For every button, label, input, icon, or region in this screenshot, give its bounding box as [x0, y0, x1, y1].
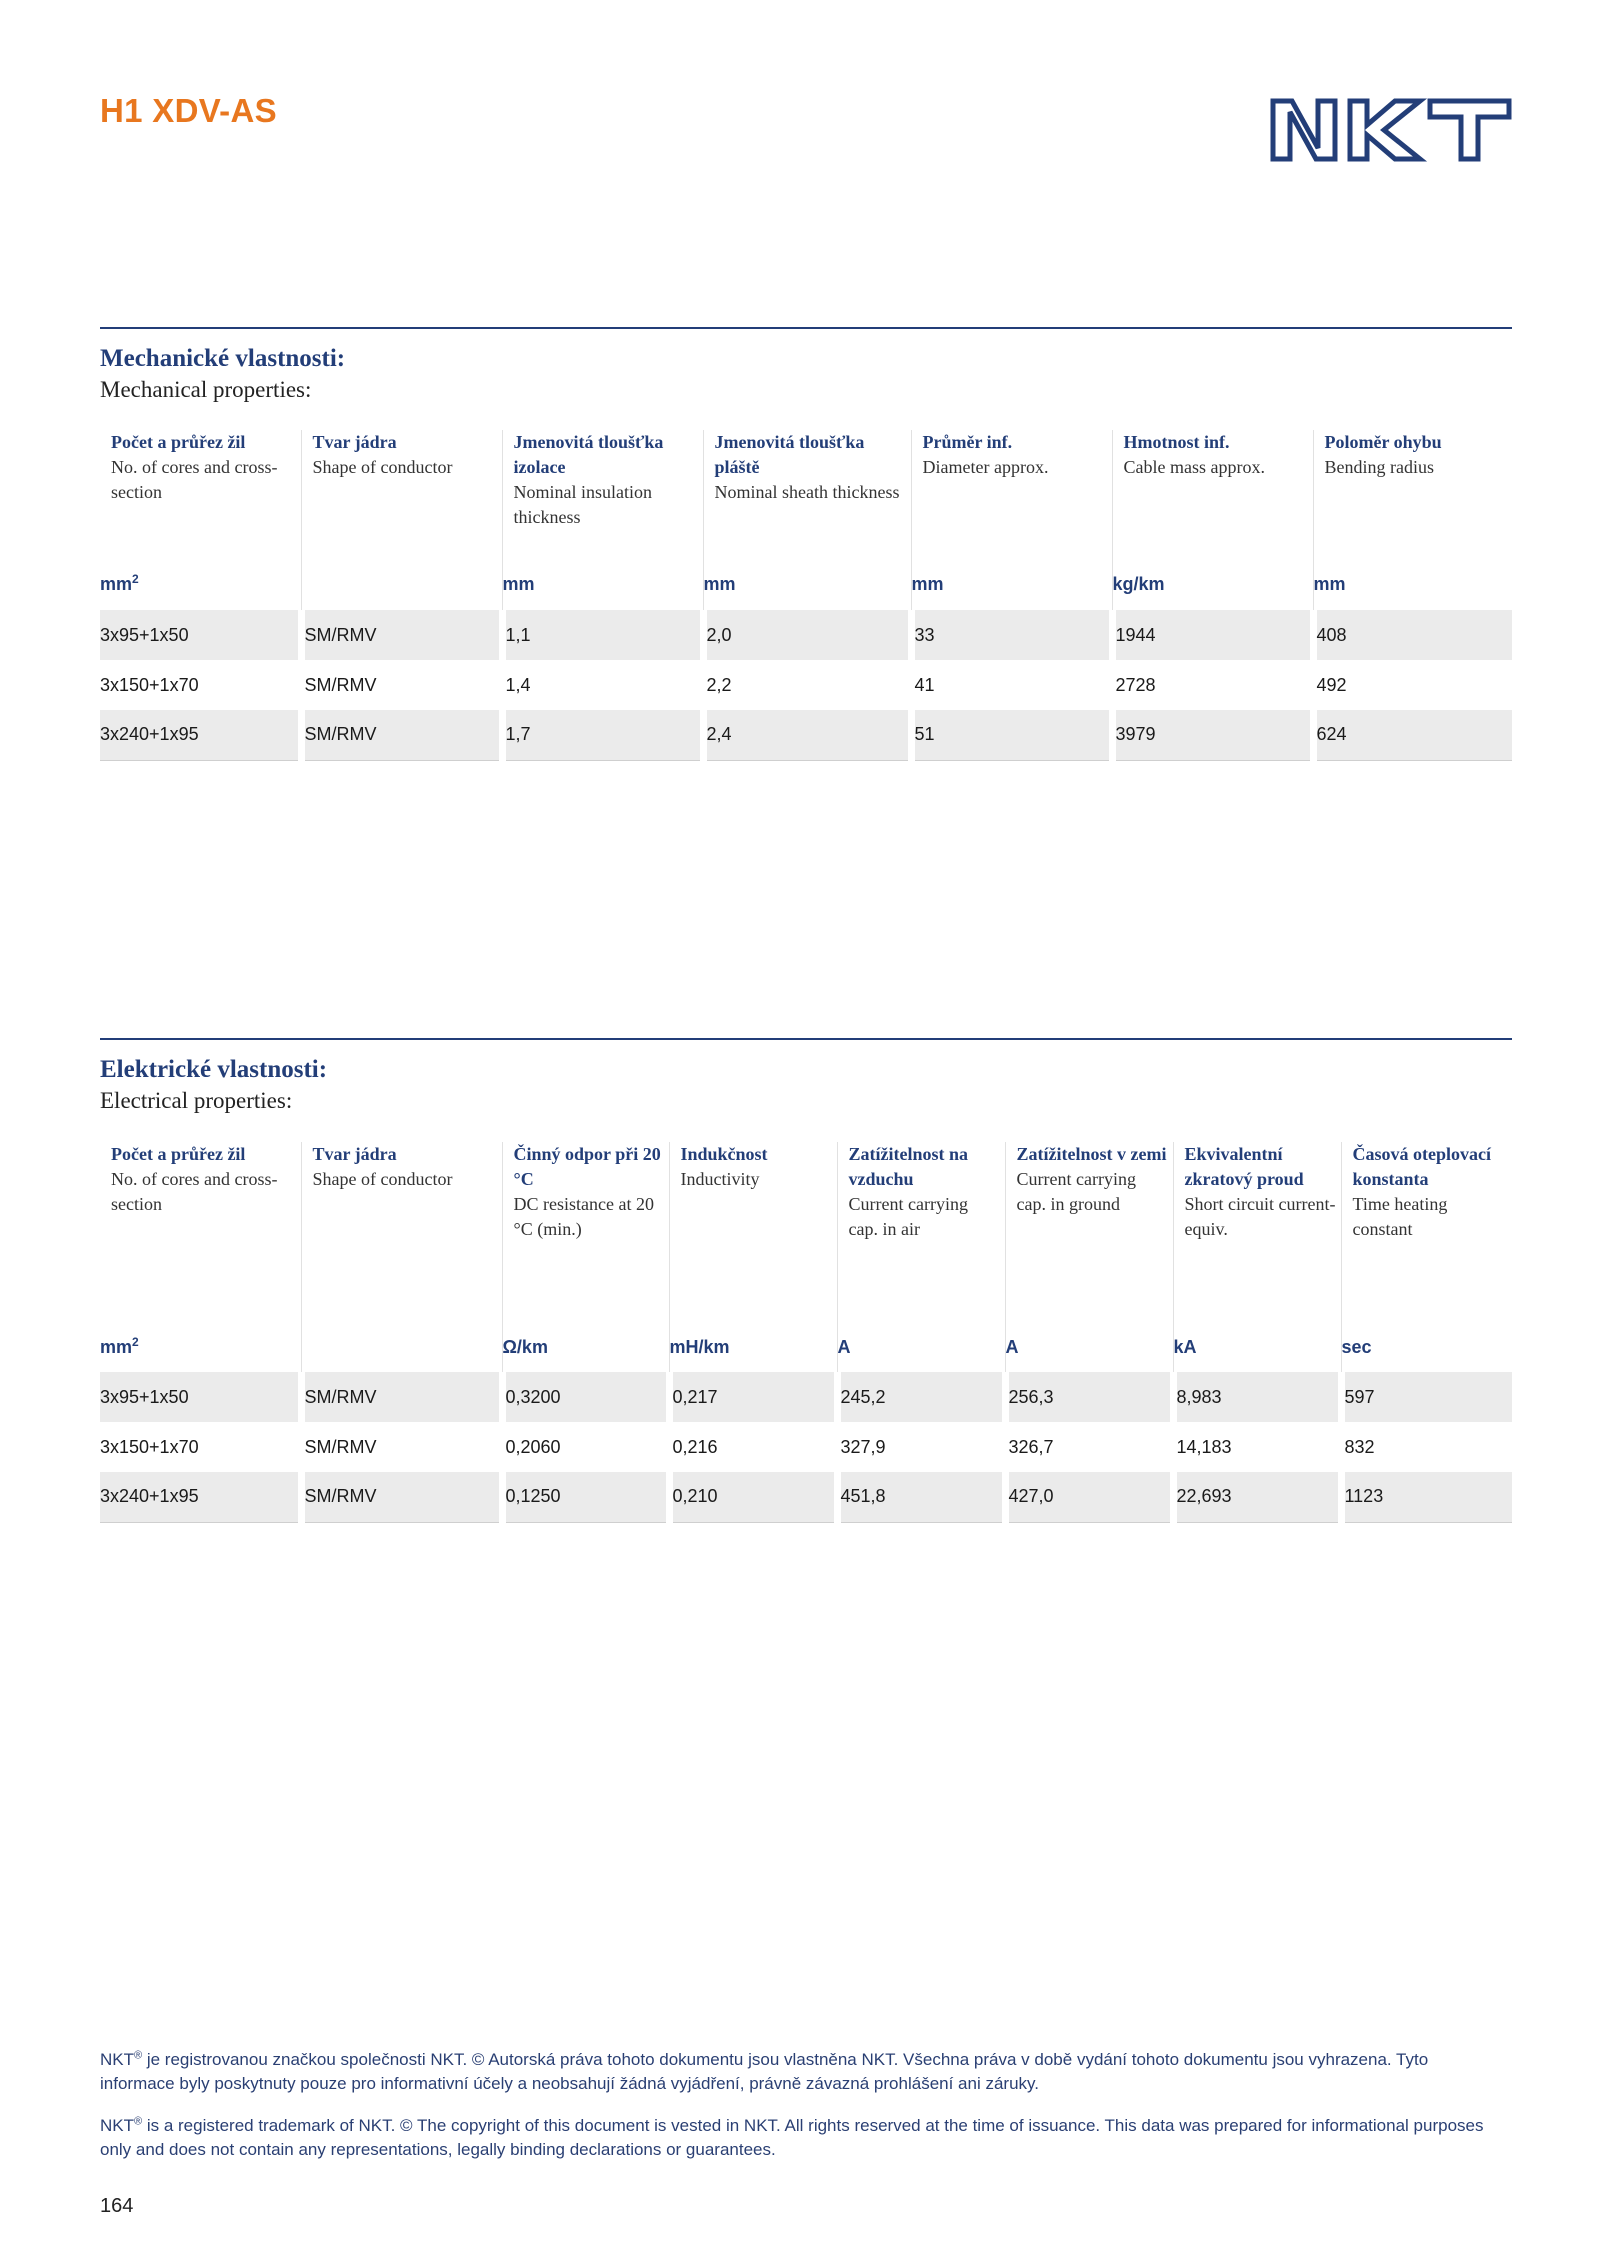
table-cell: 8,983 [1173, 1372, 1341, 1422]
table-cell: 22,693 [1173, 1472, 1341, 1522]
table-cell: 256,3 [1005, 1372, 1173, 1422]
product-title: H1 XDV-AS [100, 92, 277, 129]
column-header: Tvar jádra Shape of conductor [301, 1142, 502, 1322]
column-header: Zatížitelnost na vzduchu Current carrying cap. in air [837, 1142, 1005, 1322]
unit-cell: mm [911, 558, 1112, 610]
table-cell: 3x150+1x70 [100, 1422, 301, 1472]
unit-row [100, 558, 1512, 610]
unit-cell: mm [502, 558, 703, 610]
table-header-row [100, 1142, 1512, 1322]
mechanical-section [100, 327, 1512, 745]
table-cell: 3x95+1x50 [100, 610, 301, 660]
table-cell: 832 [1344, 1436, 1375, 1457]
table-cell: 33 [911, 610, 1112, 660]
unit-cell: A [837, 1322, 1005, 1372]
table-cell: SM/RMV [301, 660, 502, 710]
section-divider [100, 327, 1512, 329]
electrical-section [100, 1038, 1512, 1507]
unit-cell: kg/km [1112, 558, 1313, 610]
table-cell: 624 [1313, 710, 1512, 760]
table-cell: SM/RMV [301, 1472, 502, 1522]
mechanical-properties-table [100, 430, 1512, 761]
table-header-row [100, 430, 1512, 558]
electrical-heading-cz: Elektrické vlastnosti: [100, 1056, 328, 1083]
unit-cell: $mm^2$ [100, 558, 301, 610]
unit-cell: Ω/km [502, 1322, 669, 1372]
table-cell: SM/RMV [301, 710, 502, 760]
column-header: Hmotnost inf. Cable mass approx. [1112, 430, 1313, 558]
trademark-notice-cz: NKT® je registrovanou značkou společnosti NKT. © Autorská práva tohoto dokumentu jsou vlastněna NKT. Všechna práva v době vydání tohoto dokumentu jsou vyhrazena. Tyto informace byly poskytnuty pouze pro informativní účely a neobsahují žádná vyjádření, právně závazná prohlášení ani záruky. [100, 2049, 1429, 2093]
table-cell: 0,1250 [502, 1472, 669, 1522]
table-cell: 3x240+1x95 [100, 710, 301, 760]
column-header: Počet a průřez žil No. of cores and cross-section [100, 1142, 301, 1322]
unit-cell: sec [1341, 1336, 1372, 1357]
column-header: Ekvivalentní zkratový proud Short circuit current-equiv. [1173, 1142, 1341, 1322]
table-cell: 327,9 [837, 1422, 1005, 1472]
table-cell: 51 [911, 710, 1112, 760]
trademark-notice-en: NKT® is a registered trademark of NKT. © The copyright of this document is vested in NKT. All rights reserved at the time of issuance. This data was prepared for informational purposes only and does not contain any representations, legally binding declarations or guarantees. [100, 2115, 1484, 2159]
table-cell: 1123 [1341, 1472, 1512, 1522]
column-header: Poloměr ohybu Bending radius [1324, 432, 1442, 477]
table-cell: 2,4 [703, 710, 911, 760]
nkt-logo [1270, 98, 1512, 162]
table-cell: 3979 [1112, 710, 1313, 760]
table-cell: 3x95+1x50 [100, 1372, 301, 1422]
mechanical-heading-en: Mechanical properties: [100, 377, 312, 402]
table-cell: 1,4 [502, 660, 703, 710]
column-header: Průměr inf. Diameter approx. [911, 430, 1112, 558]
table-cell: 41 [911, 660, 1112, 710]
table-cell: 245,2 [837, 1372, 1005, 1422]
table-row [100, 710, 1512, 760]
unit-row [100, 1322, 1512, 1372]
page-number: 164 [100, 2195, 134, 2217]
table-cell: 1944 [1112, 610, 1313, 660]
unit-cell: mm [703, 558, 911, 610]
table-cell: 0,210 [669, 1472, 837, 1522]
table-cell: 14,183 [1173, 1422, 1341, 1472]
table-cell: 492 [1316, 674, 1347, 695]
unit-cell: mm [1313, 573, 1346, 594]
table-cell: 0,3200 [502, 1372, 669, 1422]
table-cell: 0,2060 [502, 1422, 669, 1472]
table-cell: 3x150+1x70 [100, 660, 301, 710]
table-cell: SM/RMV [301, 1372, 502, 1422]
table-row [100, 610, 1512, 660]
electrical-heading-en: Electrical properties: [100, 1088, 293, 1113]
table-cell: 408 [1313, 610, 1512, 660]
table-cell: 2,2 [703, 660, 911, 710]
column-header: Počet a průřez žil No. of cores and cross-section [100, 430, 301, 558]
table-cell: 1,1 [502, 610, 703, 660]
column-header: Časová oteplovací konstanta Time heating constant [1352, 1144, 1491, 1239]
table-row [100, 1372, 1512, 1422]
column-header: Jmenovitá tloušťka pláště Nominal sheath thickness [703, 430, 911, 558]
column-header: Jmenovitá tloušťka izolace Nominal insulation thickness [502, 430, 703, 558]
table-cell: 326,7 [1005, 1422, 1173, 1472]
table-cell: 451,8 [837, 1472, 1005, 1522]
table-cell: 1,7 [502, 710, 703, 760]
unit-cell [301, 558, 502, 610]
table-cell: SM/RMV [301, 1422, 502, 1472]
table-cell: 597 [1341, 1372, 1512, 1422]
table-cell: SM/RMV [301, 610, 502, 660]
section-divider [100, 1038, 1512, 1040]
table-row [100, 1472, 1512, 1522]
table-row [100, 1422, 1512, 1472]
mechanical-heading-cz: Mechanické vlastnosti: [100, 345, 346, 372]
table-row [100, 660, 1512, 710]
unit-cell: mH/km [669, 1322, 837, 1372]
electrical-properties-table [100, 1142, 1512, 1523]
column-header: Zatížitelnost v zemi Current carrying cap. in ground [1005, 1142, 1173, 1322]
column-header: Činný odpor při 20 °C DC resistance at 20 °C (min.) [502, 1142, 669, 1322]
column-header: Indukčnost Inductivity [669, 1142, 837, 1322]
unit-cell [301, 1322, 502, 1372]
table-cell: 0,217 [669, 1372, 837, 1422]
table-cell: 427,0 [1005, 1472, 1173, 1522]
table-cell: 2728 [1112, 660, 1313, 710]
table-cell: 2,0 [703, 610, 911, 660]
table-cell: 0,216 [669, 1422, 837, 1472]
unit-cell: A [1005, 1322, 1173, 1372]
table-cell: 3x240+1x95 [100, 1472, 301, 1522]
unit-cell: kA [1173, 1322, 1341, 1372]
unit-cell: $mm^2$ [100, 1322, 301, 1372]
column-header: Tvar jádra Shape of conductor [301, 430, 502, 558]
